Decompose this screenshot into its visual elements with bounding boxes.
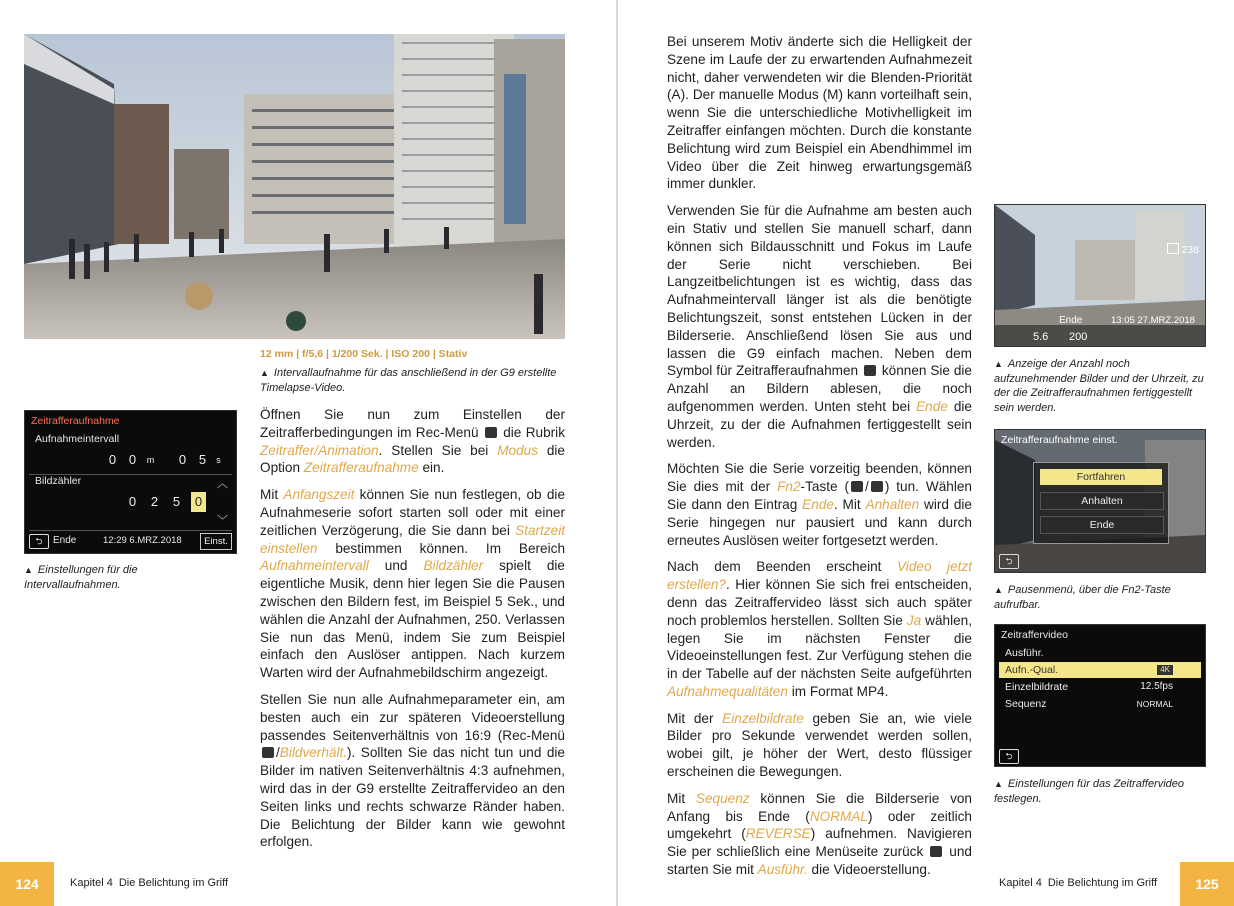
remaining-count: 238 (1167, 243, 1199, 256)
back-button[interactable]: ⮌ (29, 534, 49, 549)
divider (29, 530, 232, 531)
chapter-title: Die Belichtung im Griff (1047, 877, 1158, 889)
interval-value[interactable] (105, 450, 225, 470)
iso-value: 200 (1069, 331, 1088, 343)
digit: 5 (198, 452, 207, 467)
screen-title: Zeitraffervideo (1001, 629, 1068, 641)
button-icon (930, 846, 942, 857)
pause-option[interactable]: Anhalten (1040, 492, 1164, 510)
menu-term: Anfangszeit (283, 487, 355, 503)
counter-value[interactable] (125, 492, 215, 512)
menu-term: Zeitraffer/Animation (260, 442, 379, 458)
right-body-text (667, 33, 972, 888)
pause-menu-caption: ▲ Pausenmenü, über die Fn2-Taste aufrufbar. (994, 584, 1171, 611)
photo-meta: 12 mm | f/5,6 | 1/200 Sek. | ISO 200 | Stativ (260, 348, 468, 360)
quality-row[interactable]: Aufn.-Qual. 4K (999, 662, 1201, 678)
paragraph: Bei unserem Motiv änderte sich die Helligkeit der Szene im Laufe der zu erwartenden Aufnahmezeit nicht, daher verwendeten wir die Blenden-Priorität (A). Der manuelle Modus (M) kann vorteilhaft sein, wenn Sie die unterschiedliche Motivhelligkeit im Zeitraffer einfangen möchten. Durch die konstante Belichtung wird zum Beispiel ein Abendhimmel im Video über die Zeit hinweg erwartungsgemäß immer dunkler. (667, 34, 972, 192)
pause-dialog (1033, 462, 1169, 544)
camera-icon (262, 747, 274, 758)
menu-term: Ende (802, 496, 834, 512)
menu-term: Zeitrafferaufnahme (303, 460, 419, 476)
button-icon (871, 481, 883, 492)
running-footer (999, 877, 1163, 889)
back-button[interactable]: ⮌ (999, 554, 1019, 569)
triangle-icon: ▲ (260, 368, 269, 378)
counter-label: Bildzähler (35, 475, 82, 487)
digit: 0 (178, 452, 187, 467)
menu-term: Bildverhält. (279, 745, 348, 761)
button-icon (851, 481, 863, 492)
triangle-icon: ▲ (994, 359, 1003, 369)
left-body-text (260, 406, 565, 860)
photo-caption: ▲ Intervallaufnahme für das anschließend in der G9 erstellte Timelapse-Video. (260, 367, 557, 394)
paragraph: Mit Sequenz können Sie die Bilderserie von Anfang bis Ende (NORMAL) oder zeitlich umgekehrt (REVERSE) aufnehmen. Navigieren Sie per schließlich eine Menüseite zurück und starten Sie mit Ausführ. die Videoerstellung. (667, 790, 972, 878)
video-settings-screen (994, 624, 1206, 767)
continue-option[interactable]: Fortfahren (1040, 469, 1162, 485)
triangle-icon: ▲ (994, 779, 1003, 789)
paragraph: Nach dem Beenden erscheint Video jetzt erstellen?. Hier können Sie sich frei entscheiden, denn das Zeitraffervideo lässt sich auch später noch problemlos herstellen. Sollten Sie Ja wählen, legen Sie im nächsten Fenster die Videoeinstellungen fest. Zur Verfügung stehen die in der Tabelle auf der nächsten Seite aufgeführten Aufnahmequalitäten im Format MP4. (667, 559, 972, 699)
menu-term: Sequenz (695, 790, 750, 806)
paragraph: Mit Anfangszeit können Sie nun festlegen, ob die Aufnahmeserie sofort starten soll oder mit einer zeitlichen Verzögerung, die Sie dann bei Startzeit einstellen bestimmen können. Im Bereich Aufnahmeintervall und Bildzähler spielt die eigentliche Musik, denn hier legen Sie die Pausen zwischen den Bildern fest, im Beispiel 5 Sek., und wählen die Anzahl der Aufnahmen, 250. Verlassen Sie nun das Menü, indem Sie zum Beispiel einfach den Auslöser antippen. Nach kurzem Warten wird der Aufnahmebildschirm angezeigt. (260, 487, 566, 681)
sequence-value: NORMAL (1136, 699, 1173, 709)
menu-term: REVERSE (745, 826, 811, 842)
triangle-icon: ▲ (24, 565, 33, 575)
interval-settings-screen (24, 410, 237, 554)
paragraph: Öffnen Sie nun zum Einstellen der Zeitrafferbedingungen im Rec-Menü die Rubrik Zeitraffer/Animation. Stellen Sie bei Modus die Option Zeitrafferaufnahme ein. (260, 407, 565, 476)
digit: 0 (128, 494, 137, 509)
pause-menu-screen (994, 429, 1206, 573)
end-label: Ende (53, 535, 77, 546)
camera-icon (485, 427, 497, 438)
end-time: 13:05 27.MRZ.2018 (1111, 315, 1195, 326)
framerate-row[interactable]: Einzelbildrate 12.5fps (1005, 681, 1173, 693)
unit-label: s (216, 455, 221, 465)
digit-selected[interactable]: 0 (191, 492, 206, 512)
chapter-label: Kapitel 4 (70, 877, 113, 889)
menu-term: Video jetzt erstellen? (667, 559, 972, 593)
set-button[interactable]: Einst. (200, 533, 232, 550)
menu-term: Ende (916, 398, 948, 414)
end-time: 12:29 6.MRZ.2018 (103, 535, 182, 546)
menu-term: Ausführ. (757, 862, 808, 878)
end-label: Ende (1059, 315, 1083, 326)
screen1-caption: ▲ Einstellungen für die Intervallaufnahmen. (24, 564, 138, 591)
chevron-up-icon[interactable]: ︿ (217, 478, 228, 490)
menu-term: Einzelbildrate (722, 710, 804, 726)
aperture-value: 5.6 (1033, 331, 1049, 343)
back-button[interactable]: ⮌ (999, 749, 1019, 764)
digit: 2 (150, 494, 159, 509)
menu-term: Startzeit einstellen (260, 522, 565, 556)
video-settings-caption: ▲ Einstellungen für das Zeitraffervideo festlegen. (994, 778, 1185, 805)
digit: 0 (128, 452, 137, 467)
digit: 0 (108, 452, 117, 467)
framerate-value: 12.5fps (1140, 681, 1173, 692)
sequence-row[interactable]: Sequenz NORMAL (1005, 698, 1173, 710)
screen-title: Zeitrafferaufnahme (31, 415, 120, 427)
paragraph: Mit der Einzelbildrate geben Sie an, wie viele Bilder pro Sekunde verwendet werden sollen, wobei gilt, je höher der Wert, desto flüssiger erscheinen die Bewegungen. (667, 710, 972, 780)
paragraph: Stellen Sie nun alle Aufnahmeparameter ein, am besten auch ein zur späteren Videoerstellung passendes Seitenverhältnis von 16:9 (Rec-Menü /Bildverhält.). Sollten Sie das nicht tun und die Bilder im nativen Seitenverhältnis 4:3 aufnehmen, wird das in der G9 erstellte Zeitraffervideo an den Seiten links und rechts schwarze Ränder haben. Die Belichtung der Bilder kann wie gewohnt erfolgen. (260, 691, 565, 850)
triangle-icon: ▲ (994, 585, 1003, 595)
right-page (618, 0, 1234, 906)
page-number: 125 (1180, 862, 1234, 906)
digit: 5 (172, 494, 181, 509)
menu-term: Fn2 (777, 479, 801, 495)
menu-term: Aufnahmequalitäten (667, 683, 788, 699)
chevron-down-icon[interactable]: ﹀ (217, 515, 228, 527)
menu-term: Modus (497, 442, 538, 458)
street-photo (24, 34, 565, 339)
paragraph: Möchten Sie die Serie vorzeitig beenden, können Sie dies mit der Fn2-Taste ( / ) tun. Wählen Sie dann den Eintrag Ende. Mit Anhalten wird die Serie hingegen nur pausiert und kann durch erneutes Auslösen weiter fortgesetzt werden. (667, 461, 972, 548)
paragraph: Verwenden Sie für die Aufnahme am besten auch ein Stativ und stellen Sie manuell scharf, dann können sich Bildausschnitt und Fokus im Laufe der Serie nicht verschieben. Bei Langzeitbelichtungen ist es wichtig, dass das Aufnahmeintervall länger ist als die benötigte Belichtungszeit, sonst entstehen Lücken in der Bilderserie. Anschließend lösen Sie aus und lassen die G9 einfach machen. Neben dem Symbol für Zeitrafferaufnahmen können Sie die Anzahl an Bildern ablesen, die noch aufgenommen werden. Unten steht bei Ende die Uhrzeit, zu der die Aufnahmen fertiggestellt sein werden. (667, 203, 972, 450)
button-icon (864, 365, 876, 376)
running-footer (70, 877, 234, 889)
menu-term: Aufnahmeintervall (260, 558, 369, 574)
screen-title: Zeitrafferaufnahme einst. (1001, 434, 1118, 446)
quality-value: 4K (1157, 665, 1173, 675)
live-view-screen (994, 204, 1206, 347)
menu-term: Anhalten (865, 496, 920, 512)
interval-label: Aufnahmeintervall (35, 433, 120, 445)
page-number: 124 (0, 862, 54, 906)
live-view-caption: ▲ Anzeige der Anzahl noch aufzunehmender Bilder und der Uhrzeit, zu der die Zeitrafferaufnahmen fertiggestellt sein werden. (994, 358, 1204, 414)
chapter-title: Die Belichtung im Griff (118, 877, 229, 889)
unit-label: m (146, 455, 155, 465)
execute-row[interactable]: Ausführ. (1005, 647, 1044, 659)
menu-term: NORMAL (809, 808, 868, 824)
menu-term: Ja (906, 612, 922, 628)
chapter-label: Kapitel 4 (999, 877, 1042, 889)
timelapse-icon (1167, 243, 1179, 254)
menu-term: Bildzähler (423, 558, 484, 574)
end-option[interactable]: Ende (1040, 516, 1164, 534)
